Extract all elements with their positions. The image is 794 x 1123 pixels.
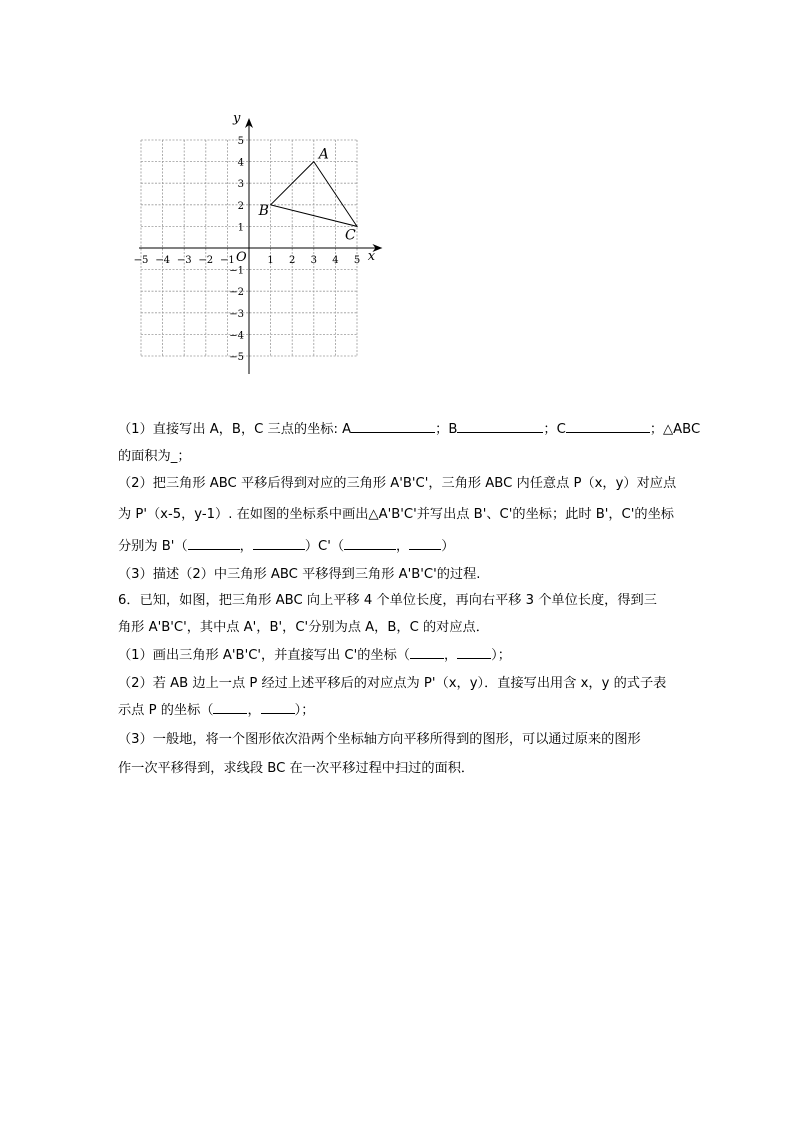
y-tick-label: −4 [229, 330, 244, 342]
x-tick-label: 1 [267, 255, 274, 266]
blank-q6-p-x[interactable] [213, 699, 247, 714]
y-axis-label: y [233, 111, 241, 126]
x-tick-label: −4 [155, 255, 170, 266]
blank-b-prime-x[interactable] [188, 535, 240, 550]
x-tick-label: −5 [133, 255, 149, 266]
q5-part1-line2: 的面积为_； [118, 449, 191, 464]
coordinate-grid [130, 108, 390, 380]
point-label-a: A [318, 146, 329, 163]
q6-part1: （1）画出三角形 A'B'C'，并直接写出 C'的坐标（ ， ）； [118, 643, 688, 669]
y-tick-label: −3 [229, 308, 244, 320]
q5-part2-line1: （2）把三角形 ABC 平移后得到对应的三角形 A'B'C'，三角形 ABC 内任意点 P（x，y）对应点 [118, 476, 677, 491]
y-tick-label: 2 [237, 200, 244, 212]
q6-part2-line2: 示点 P 的坐标（ ， ）； [118, 698, 688, 724]
q5-part2-line2: 为 P'（x-5，y-1）. 在如图的坐标系中画出△A'B'C'并写出点 B'、C'的坐标；此时 B'，C'的坐标 [118, 507, 674, 522]
blank-a[interactable] [351, 418, 435, 433]
blank-q6-p-y[interactable] [261, 699, 295, 714]
blank-c[interactable] [566, 418, 650, 433]
y-tick-label: 4 [237, 157, 244, 169]
y-tick-label: −5 [229, 352, 244, 363]
x-tick-label: −3 [176, 255, 192, 266]
q6-part3-line2: 作一次平移得到，求线段 BC 在一次平移过程中扫过的面积． [118, 761, 475, 776]
blank-b[interactable] [457, 418, 543, 433]
origin-label: O [236, 250, 247, 265]
x-tick-label: 2 [289, 255, 296, 266]
y-tick-label: −1 [229, 265, 244, 277]
y-tick-label: 1 [237, 222, 244, 234]
x-tick-label: 5 [353, 255, 361, 266]
x-tick-label: 3 [310, 255, 317, 266]
y-tick-label: 5 [237, 136, 244, 147]
blank-q6-c-x[interactable] [410, 644, 444, 659]
blank-q6-c-y[interactable] [457, 644, 491, 659]
q5-part3: （3）描述（2）中三角形 ABC 平移得到三角形 A'B'C'的过程. [118, 567, 481, 582]
point-label-b: B [258, 202, 269, 219]
x-tick-label: −2 [198, 255, 214, 266]
blank-c-prime-y[interactable] [409, 535, 441, 550]
q6-line1: 6．已知，如图，把三角形 ABC 向上平移 4 个单位长度，再向右平移 3 个单位长度，得到三 [118, 593, 657, 608]
y-tick-label: 3 [237, 179, 244, 191]
x-axis-label: x [367, 249, 376, 264]
y-tick-label: −2 [229, 287, 244, 299]
blank-b-prime-y[interactable] [253, 535, 305, 550]
q6-part2-line1: （2）若 AB 边上一点 P 经过上述平移后的对应点为 P'（x，y）．直接写出用含 x，y 的式子表 [118, 676, 667, 691]
q5-part1-line1: （1）直接写出 A，B，C 三点的坐标: A ；B ；C ；△ABC [118, 417, 688, 443]
coordinate-figure [130, 108, 390, 380]
q6-line2: 角形 A'B'C'，其中点 A'，B'，C'分别为点 A，B，C 的对应点． [118, 620, 489, 635]
x-tick-label: 4 [332, 255, 339, 266]
point-label-c: C [345, 227, 356, 244]
blank-c-prime-x[interactable] [344, 535, 396, 550]
q6-part3-line1: （3）一般地，将一个图形依次沿两个坐标轴方向平移所得到的图形，可以通过原来的图形 [118, 732, 641, 747]
q5-part2-line3: 分别为 B'（ ， ）C'（ ， ） [118, 534, 688, 560]
x-tick-label: −1 [220, 255, 235, 266]
